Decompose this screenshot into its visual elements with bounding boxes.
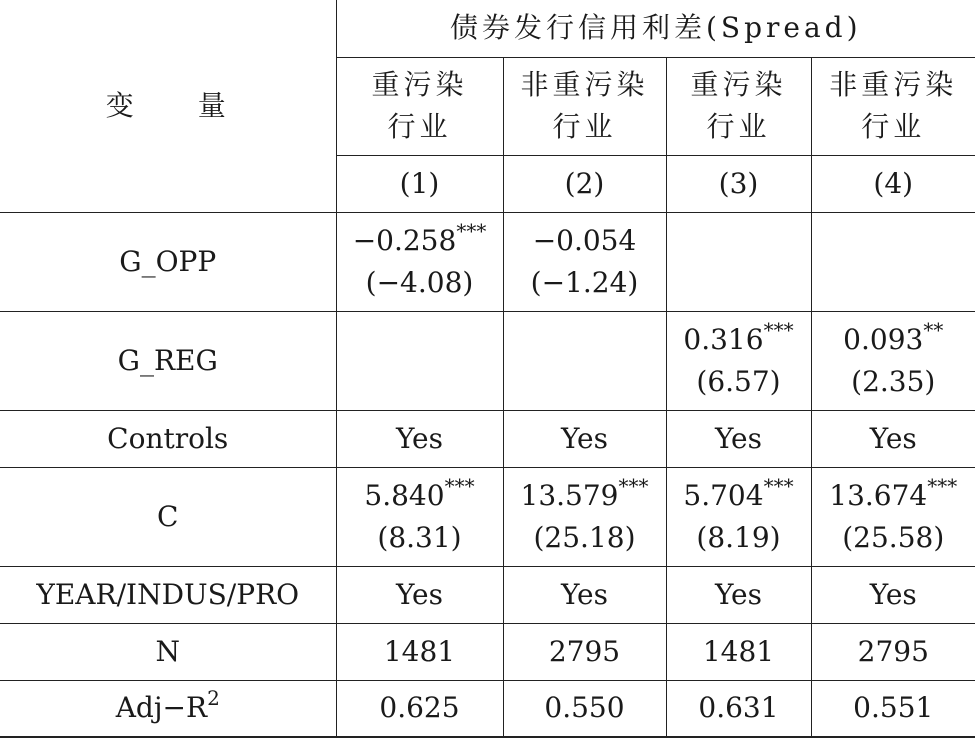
column-4-label-line1: 非重污染 — [829, 68, 958, 101]
g-reg-col4-stars: ** — [923, 317, 944, 342]
n-col4: 2795 — [811, 623, 975, 680]
controls-col1: Yes — [336, 410, 503, 467]
column-1-label-line1: 重污染 — [371, 68, 468, 101]
c-col3-t: (8.19) — [696, 520, 781, 554]
column-3-number: (3) — [666, 155, 811, 212]
column-2-label — [503, 57, 666, 155]
n-col1: 1481 — [336, 623, 503, 680]
row-label-g-reg: G_REG — [0, 311, 336, 410]
g-opp-col1-t: (−4.08) — [365, 265, 474, 299]
column-4-number: (4) — [811, 155, 975, 212]
g-reg-col1 — [336, 311, 503, 410]
c-col1-stars: *** — [444, 473, 475, 498]
column-3-label-line1: 重污染 — [690, 68, 787, 101]
fixed-effects-col2: Yes — [503, 566, 666, 623]
g-opp-col3 — [666, 212, 811, 311]
column-2-label-line1: 非重污染 — [520, 68, 649, 101]
c-col2-coef: 13.579 — [520, 478, 619, 512]
column-2-label-line2: 行业 — [552, 110, 617, 143]
adj-r2-superscript: 2 — [207, 686, 220, 711]
column-3-label-line2: 行业 — [706, 110, 771, 143]
fixed-effects-col3: Yes — [666, 566, 811, 623]
c-col3-stars: *** — [763, 473, 794, 498]
controls-col4: Yes — [811, 410, 975, 467]
n-col3: 1481 — [666, 623, 811, 680]
c-col1 — [336, 467, 503, 566]
variable-header-char-1: 变 — [105, 88, 138, 122]
adj-r2-col2: 0.550 — [503, 680, 666, 737]
column-1-label — [336, 57, 503, 155]
c-col4-coef: 13.674 — [829, 478, 928, 512]
g-opp-col1-coef: −0.258 — [352, 223, 457, 257]
column-1-number: (1) — [336, 155, 503, 212]
column-3-label — [666, 57, 811, 155]
row-label-fixed-effects: YEAR/INDUS/PRO — [0, 566, 336, 623]
g-opp-col2-coef: −0.054 — [532, 223, 637, 257]
row-label-g-opp: G_OPP — [0, 212, 336, 311]
g-reg-col4-coef: 0.093 — [843, 322, 924, 356]
column-2-number: (2) — [503, 155, 666, 212]
column-1-label-line2: 行业 — [387, 110, 452, 143]
fixed-effects-col1: Yes — [336, 566, 503, 623]
fixed-effects-col4: Yes — [811, 566, 975, 623]
adj-r2-label: Adj−R — [115, 691, 208, 725]
g-opp-col4 — [811, 212, 975, 311]
c-col3 — [666, 467, 811, 566]
c-col4-stars: *** — [927, 473, 958, 498]
row-label-n: N — [0, 623, 336, 680]
g-reg-col3-t: (6.57) — [696, 364, 781, 398]
g-reg-col4-t: (2.35) — [851, 364, 936, 398]
g-reg-col3-stars: *** — [763, 317, 794, 342]
controls-col2: Yes — [503, 410, 666, 467]
c-col2 — [503, 467, 666, 566]
g-opp-col1 — [336, 212, 503, 311]
c-col1-coef: 5.840 — [364, 478, 445, 512]
g-reg-col4 — [811, 311, 975, 410]
g-opp-col2-t: (−1.24) — [530, 265, 639, 299]
column-4-label — [811, 57, 975, 155]
adj-r2-col3: 0.631 — [666, 680, 811, 737]
g-opp-col1-stars: *** — [456, 218, 487, 243]
variable-header — [0, 0, 336, 212]
c-col2-stars: *** — [618, 473, 649, 498]
group-title: 债券发行信用利差(Spread) — [336, 0, 975, 57]
g-reg-col2 — [503, 311, 666, 410]
n-col2: 2795 — [503, 623, 666, 680]
c-col3-coef: 5.704 — [683, 478, 764, 512]
column-4-label-line2: 行业 — [861, 110, 926, 143]
variable-header-char-2: 量 — [197, 88, 230, 122]
c-col1-t: (8.31) — [377, 520, 462, 554]
adj-r2-col4: 0.551 — [811, 680, 975, 737]
adj-r2-col1: 0.625 — [336, 680, 503, 737]
c-col4-t: (25.58) — [842, 520, 945, 554]
controls-col3: Yes — [666, 410, 811, 467]
g-reg-col3 — [666, 311, 811, 410]
row-label-c: C — [0, 467, 336, 566]
c-col4 — [811, 467, 975, 566]
g-reg-col3-coef: 0.316 — [683, 322, 764, 356]
g-opp-col2 — [503, 212, 666, 311]
row-label-controls: Controls — [0, 410, 336, 467]
c-col2-t: (25.18) — [533, 520, 636, 554]
row-label-adj-r2 — [0, 680, 336, 737]
